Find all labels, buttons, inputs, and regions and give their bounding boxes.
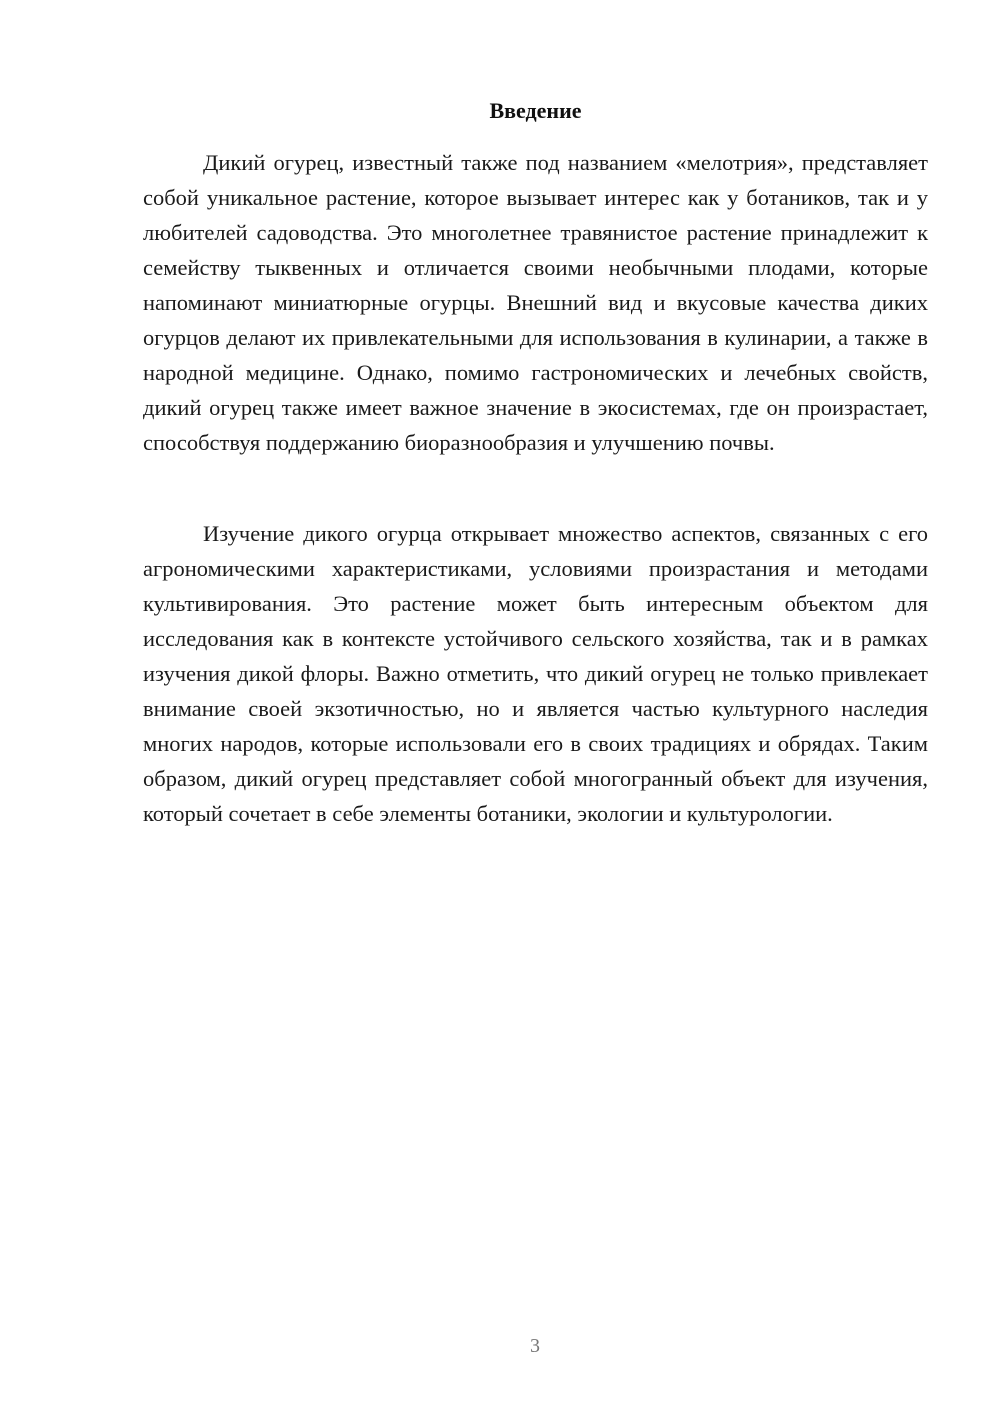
paragraph-1: Дикий огурец, известный также под названием «мелотрия», представляет собой уникальное растение, которое вызывает интерес как у ботаников, так и у любителей садоводства. Это многолетнее травянистое растение принадлежит к семейству тыквенных и отличается своими необычными плодами, которые напоминают миниатюрные огурцы. Внешний вид и вкусовые качества диких огурцов делают их привлекательными для использования в кулинарии, а также в народной медицине. Однако, помимо гастрономических и лечебных свойств, дикий огурец также имеет важное значение в экосистемах, где он произрастает, способствуя поддержанию биоразнообразия и улучшению почвы. (143, 150, 928, 455)
page-title: Введение (489, 98, 582, 123)
paragraph-2: Изучение дикого огурца открывает множество аспектов, связанных с его агрономическими характеристиками, условиями произрастания и методами культивирования. Это растение может быть интересным объектом для исследования как в контексте устойчивого сельского хозяйства, так и в рамках изучения дикой флоры. Важно отметить, что дикий огурец не только привлекает внимание своей экзотичностью, но и является частью культурного наследия многих народов, которые использовали его в своих традициях и обрядах. Таким образом, дикий огурец представляет собой многогранный объект для изучения, который сочетает в себе элементы ботаники, экологии и культурологии. (143, 521, 928, 826)
page-number: 3 (530, 1335, 540, 1357)
